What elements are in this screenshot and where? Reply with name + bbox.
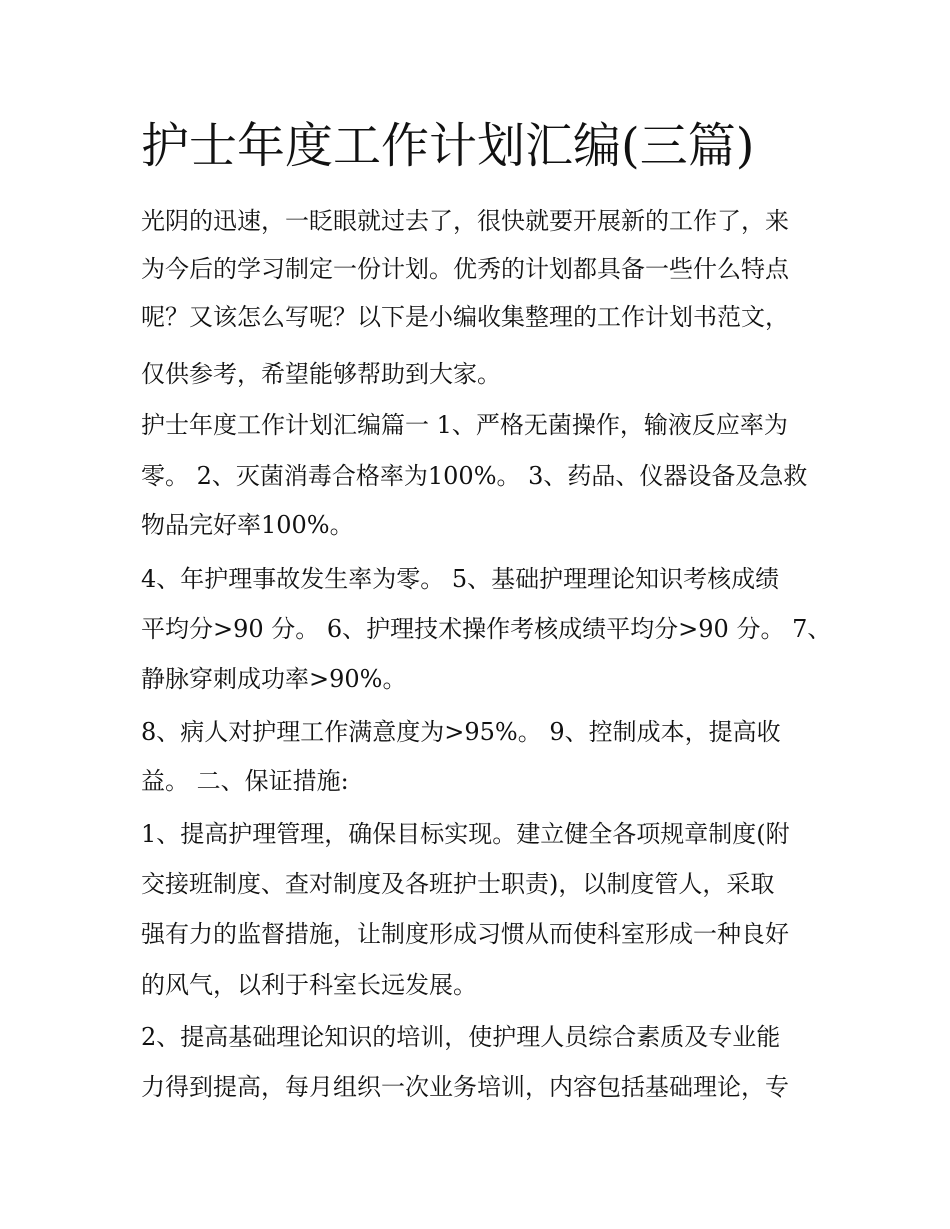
paragraph-4-line-1: 8、病人对护理工作满意度为>95%。 9、控制成本，提高收: [141, 718, 781, 746]
paragraph-5-line-2: 交接班制度、查对制度及各班护士职责)，以制度管人，采取: [141, 870, 775, 898]
paragraph-2-line-1: 护士年度工作计划汇编篇一 1、严格无菌操作，输液反应率为: [141, 411, 788, 439]
paragraph-3-line-2: 平均分>90 分。 6、护理技术操作考核成绩平均分>90 分。 7、: [141, 615, 832, 643]
document-title: 护士年度工作计划汇编(三篇): [141, 118, 755, 174]
paragraph-1-line-1: 光阴的迅速，一眨眼就过去了，很快就要开展新的工作了，来: [141, 207, 789, 235]
paragraph-6-line-2: 力得到提高，每月组织一次业务培训，内容包括基础理论，专: [141, 1073, 789, 1101]
paragraph-5-line-4: 的风气，以利于科室长远发展。: [141, 971, 477, 999]
paragraph-4-line-2: 益。 二、保证措施:: [141, 767, 349, 795]
paragraph-5-line-1: 1、提高护理管理，确保目标实现。建立健全各项规章制度(附: [141, 820, 790, 848]
paragraph-1-line-2: 为今后的学习制定一份计划。优秀的计划都具备一些什么特点: [141, 255, 789, 283]
paragraph-5-line-3: 强有力的监督措施，让制度形成习惯从而使科室形成一种良好: [141, 920, 789, 948]
paragraph-1-line-4: 仅供参考，希望能够帮助到大家。: [141, 360, 501, 388]
paragraph-1-line-3: 呢？又该怎么写呢？以下是小编收集整理的工作计划书范文，: [141, 303, 789, 331]
paragraph-3-line-1: 4、年护理事故发生率为零。 5、基础护理理论知识考核成绩: [141, 565, 780, 593]
paragraph-2-line-2: 零。 2、灭菌消毒合格率为100%。 3、药品、仪器设备及急救: [141, 462, 808, 490]
paragraph-3-line-3: 静脉穿刺成功率>90%。: [141, 665, 407, 693]
paragraph-2-line-3: 物品完好率100%。: [141, 511, 354, 539]
paragraph-6-line-1: 2、提高基础理论知识的培训，使护理人员综合素质及专业能: [141, 1023, 781, 1051]
